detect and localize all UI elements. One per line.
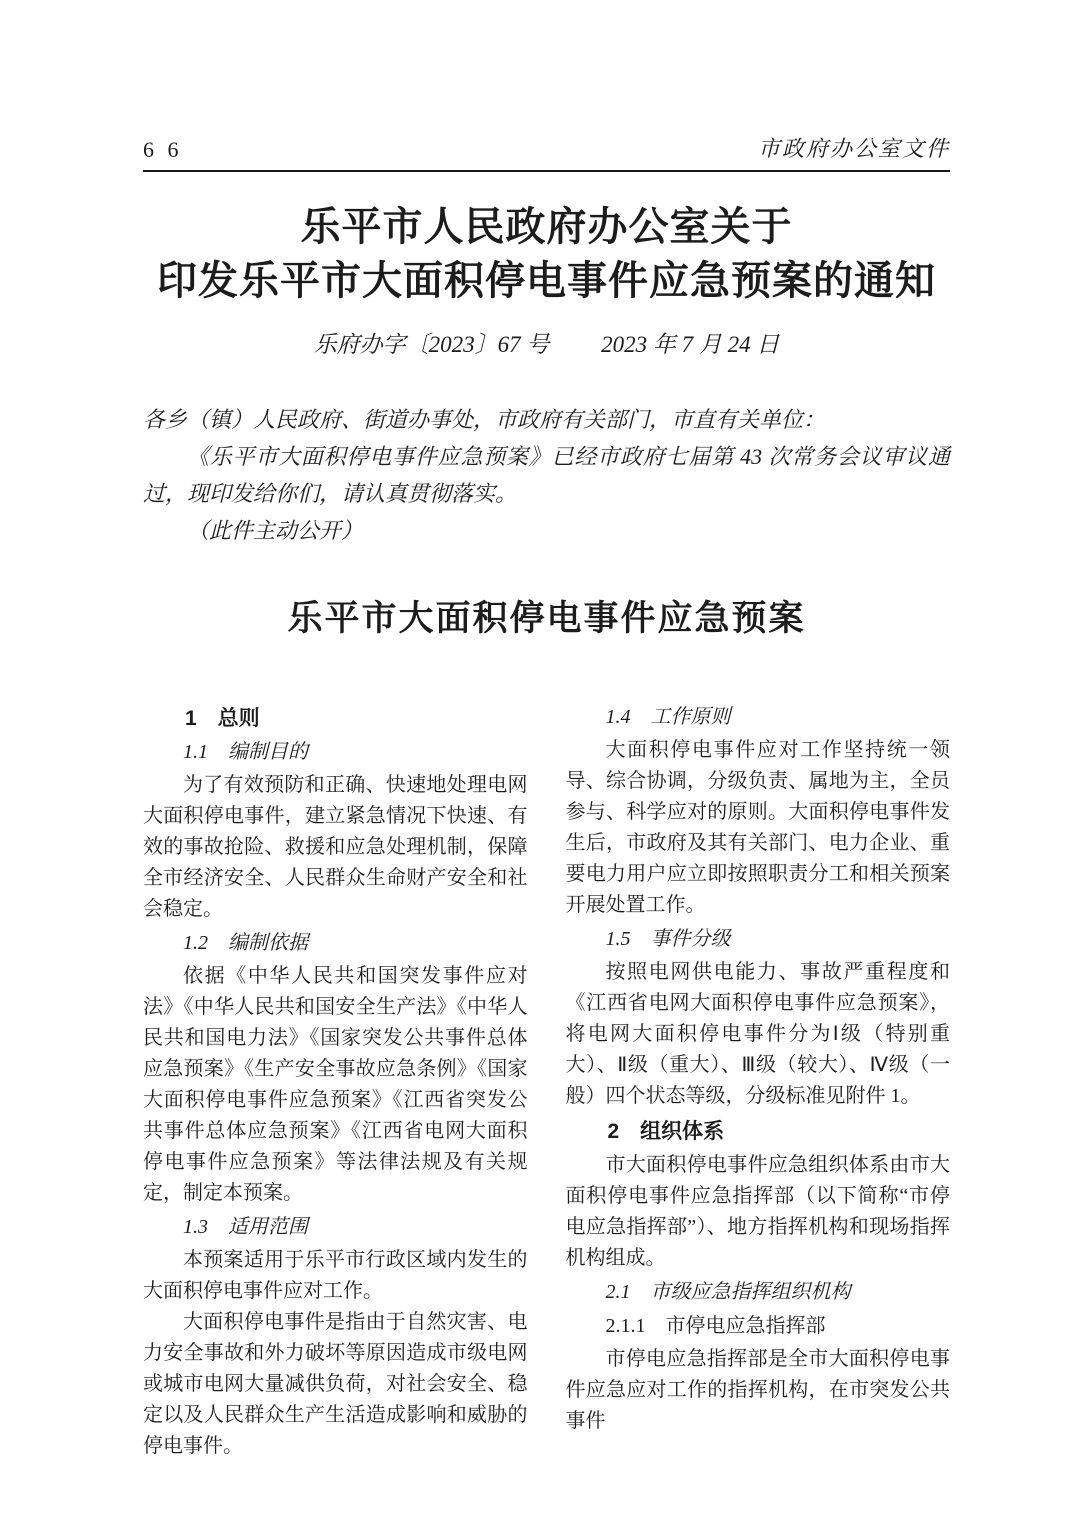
notice-title-line-1: 乐平市人民政府办公室关于 — [300, 204, 793, 249]
page-number: 6 6 — [143, 137, 183, 162]
doc-number-line — [143, 326, 950, 359]
plan-column-right — [566, 699, 951, 1462]
subsection-heading: 1.3 适用范围 — [183, 1216, 308, 1238]
subsection-heading: 2.1 市级应急指挥组织机构 — [605, 1281, 851, 1303]
doc-number: 乐府办字〔2023〕67 号 — [313, 332, 550, 357]
paragraph: 本预案适用于乐平市行政区域内发生的大面积停电事件应对工作。 — [143, 1249, 528, 1302]
subsubsection-heading: 2.1.1 市停电应急指挥部 — [605, 1315, 826, 1337]
paragraph: 为了有效预防和正确、快速地处理电网大面积停电事件，建立紧急情况下快速、有效的事故抢险、救援和应急处理机制，保障全市经济安全、人民群众生命财产安全和社会稳定。 — [143, 774, 528, 920]
paragraph: 大面积停电事件是指由于自然灾害、电力安全事故和外力破坏等原因造成市级电网或城市电网大量减供负荷，对社会安全、稳定以及人民群众生产生活造成影响和威胁的停电事件。 — [143, 1311, 528, 1457]
plan-title: 乐平市大面积停电事件应急预案 — [287, 599, 806, 638]
notice-body — [143, 401, 950, 549]
doc-date: 2023 年 7 月 24 日 — [601, 332, 780, 357]
section-heading: 2 组织体系 — [607, 1120, 725, 1143]
plan-body — [143, 699, 950, 1462]
plan-column-left — [143, 699, 528, 1462]
notice-paragraph: （此件主动公开） — [187, 518, 364, 543]
subsection-heading: 1.2 编制依据 — [183, 932, 308, 954]
notice-paragraph: 各乡（镇）人民政府、街道办事处，市政府有关部门，市直有关单位： — [143, 407, 826, 432]
section-heading: 1 总则 — [185, 707, 260, 730]
paragraph: 大面积停电事件应对工作坚持统一领导、综合协调，分级负责、属地为主，全员参与、科学应对的原则。大面积停电事件发生后，市政府及其有关部门、电力企业、重要电力用户应立即按照职责分工和相关预案开展处置工作。 — [565, 739, 950, 916]
notice-title — [143, 200, 950, 308]
paragraph: 依据《中华人民共和国突发事件应对法》《中华人民共和国安全生产法》《中华人民共和国电力法》《国家突发公共事件总体应急预案》《生产安全事故应急条例》《国家大面积停电事件应急预案》《江西省突发公共事件总体应急预案》《江西省电网大面积停电事件应急预案》等法律法规及有关规定，制定本预案。 — [143, 965, 528, 1204]
paragraph: 市大面积停电事件应急组织体系由市大面积停电事件应急指挥部（以下简称“市停电应急指挥部”）、地方指挥机构和现场指挥机构组成。 — [565, 1154, 950, 1269]
notice-title-line-2: 印发乐平市大面积停电事件应急预案的通知 — [157, 258, 936, 303]
subsection-heading: 1.1 编制目的 — [183, 741, 308, 763]
paragraph: 按照电网供电能力、事故严重程度和《江西省电网大面积停电事件应急预案》，将电网大面积停电事件分为Ⅰ级（特别重大）、Ⅱ级（重大）、Ⅲ级（较大）、Ⅳ级（一般）四个状态等级，分级标准见附件 1。 — [565, 961, 950, 1107]
header-label: 市政府办公室文件 — [757, 136, 950, 161]
notice-paragraph: 《乐平市大面积停电事件应急预案》已经市政府七届第 43 次常务会议审议通过，现印发给你们，请认真贯彻落实。 — [143, 444, 950, 506]
subsection-heading: 1.5 事件分级 — [605, 928, 731, 950]
paragraph: 市停电应急指挥部是全市大面积停电事件应急应对工作的指挥机构，在市突发公共事件 — [565, 1348, 950, 1432]
running-header — [143, 132, 950, 172]
subsection-heading: 1.4 工作原则 — [605, 706, 731, 728]
